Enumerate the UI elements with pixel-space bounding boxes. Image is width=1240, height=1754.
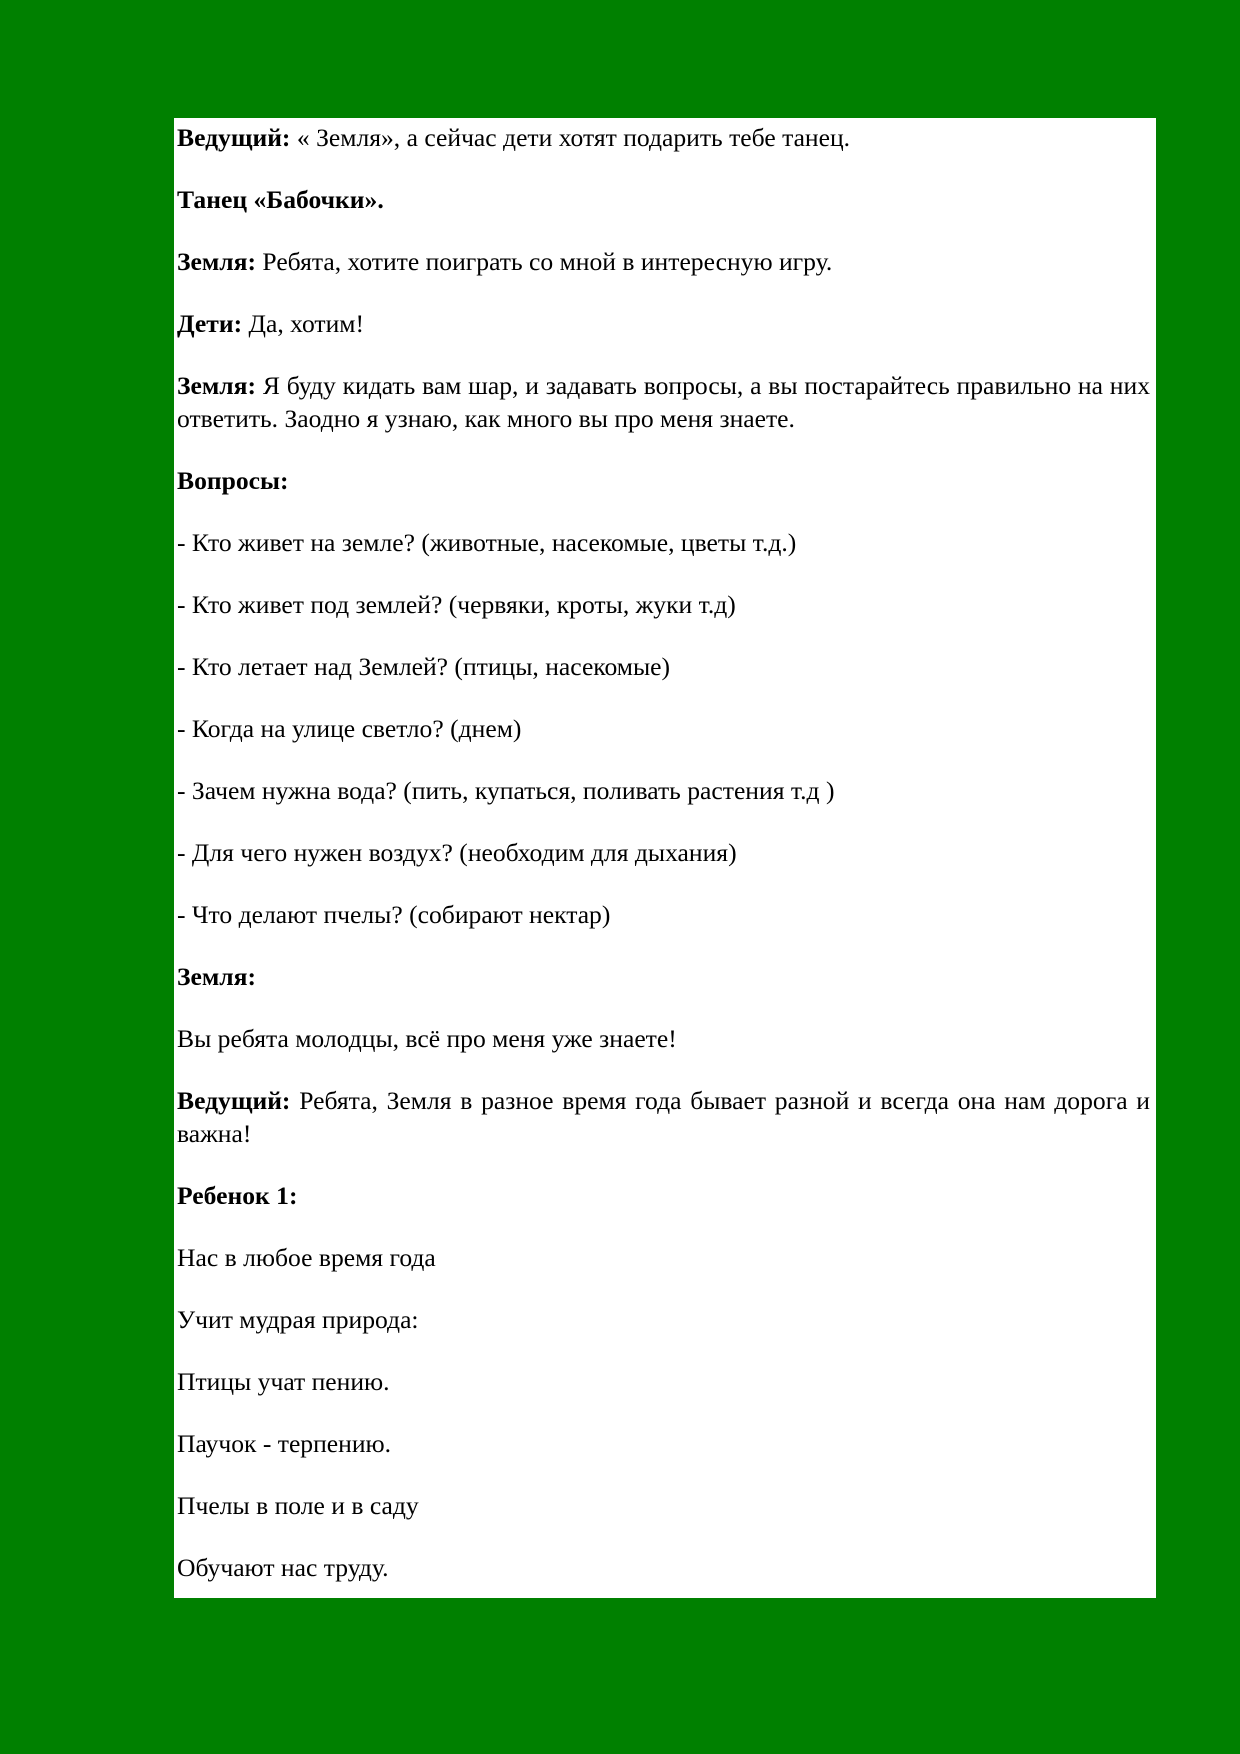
paragraph-questions-heading bbox=[177, 464, 1150, 497]
paragraph-text: - Для чего нужен воздух? (необходим для дыхания) bbox=[177, 838, 737, 867]
speaker-label: Ведущий: bbox=[177, 1086, 291, 1115]
speaker-label: Дети: bbox=[177, 309, 243, 338]
paragraph-text: - Зачем нужна вода? (пить, купаться, поливать растения т.д ) bbox=[177, 776, 835, 805]
paragraph-children-line bbox=[177, 307, 1150, 340]
paragraph-text: - Когда на улице светло? (днем) bbox=[177, 714, 522, 743]
paragraph-text: - Кто летает над Землей? (птицы, насекомые) bbox=[177, 652, 671, 681]
poem-line bbox=[177, 1303, 1150, 1336]
paragraph-earth-line-2 bbox=[177, 369, 1150, 435]
paragraph-text: Ребята, Земля в разное время года бывает разной и всегда она нам дорога и важна! bbox=[177, 1086, 1150, 1148]
poem-line bbox=[177, 1489, 1150, 1522]
poem-line bbox=[177, 1551, 1150, 1584]
paragraph-text: - Кто живет на земле? (животные, насекомые, цветы т.д.) bbox=[177, 528, 797, 557]
paragraph-text: - Кто живет под землей? (червяки, кроты, жуки т.д) bbox=[177, 590, 736, 619]
paragraph-earth-praise bbox=[177, 1022, 1150, 1055]
paragraph-text: - Что делают пчелы? (собирают нектар) bbox=[177, 900, 611, 929]
paragraph-child-label bbox=[177, 1179, 1150, 1212]
paragraph-text: Пчелы в поле и в саду bbox=[177, 1491, 419, 1520]
paragraph-text: Птицы учат пению. bbox=[177, 1367, 390, 1396]
speaker-label: Ведущий: bbox=[177, 123, 291, 152]
paragraph-dance-title bbox=[177, 183, 1150, 216]
paragraph-text: Ребята, хотите поиграть со мной в интересную игру. bbox=[256, 247, 833, 276]
question-item bbox=[177, 712, 1150, 745]
poem-line bbox=[177, 1427, 1150, 1460]
speaker-label: Ребенок 1: bbox=[177, 1181, 298, 1210]
question-item bbox=[177, 526, 1150, 559]
speaker-label: Земля: bbox=[177, 247, 257, 276]
paragraph-text: Я буду кидать вам шар, и задавать вопросы, а вы постарайтесь правильно на них ответить. Заодно я узнаю, как много вы про меня знаете. bbox=[177, 371, 1150, 433]
section-heading: Танец «Бабочки». bbox=[177, 185, 384, 214]
question-item bbox=[177, 650, 1150, 683]
paragraph-host-line-1 bbox=[177, 121, 1150, 154]
paragraph-earth-label bbox=[177, 960, 1150, 993]
paragraph-text: « Земля», а сейчас дети хотят подарить тебе танец. bbox=[290, 123, 851, 152]
paragraph-text: Паучок - терпению. bbox=[177, 1429, 392, 1458]
question-item bbox=[177, 836, 1150, 869]
document-page bbox=[174, 118, 1156, 1598]
poem-line bbox=[177, 1241, 1150, 1274]
paragraph-earth-line-1 bbox=[177, 245, 1150, 278]
question-item bbox=[177, 898, 1150, 931]
paragraph-text: Нас в любое время года bbox=[177, 1243, 436, 1272]
speaker-label: Земля: bbox=[177, 371, 257, 400]
paragraph-text: Учит мудрая природа: bbox=[177, 1305, 419, 1334]
paragraph-text: Обучают нас труду. bbox=[177, 1553, 389, 1582]
poem-line bbox=[177, 1365, 1150, 1398]
speaker-label: Земля: bbox=[177, 962, 257, 991]
question-item bbox=[177, 774, 1150, 807]
paragraph-host-line-2 bbox=[177, 1084, 1150, 1150]
paragraph-text: Да, хотим! bbox=[242, 309, 365, 338]
question-item bbox=[177, 588, 1150, 621]
paragraph-text: Вы ребята молодцы, всё про меня уже знаете! bbox=[177, 1024, 677, 1053]
section-heading: Вопросы: bbox=[177, 466, 289, 495]
